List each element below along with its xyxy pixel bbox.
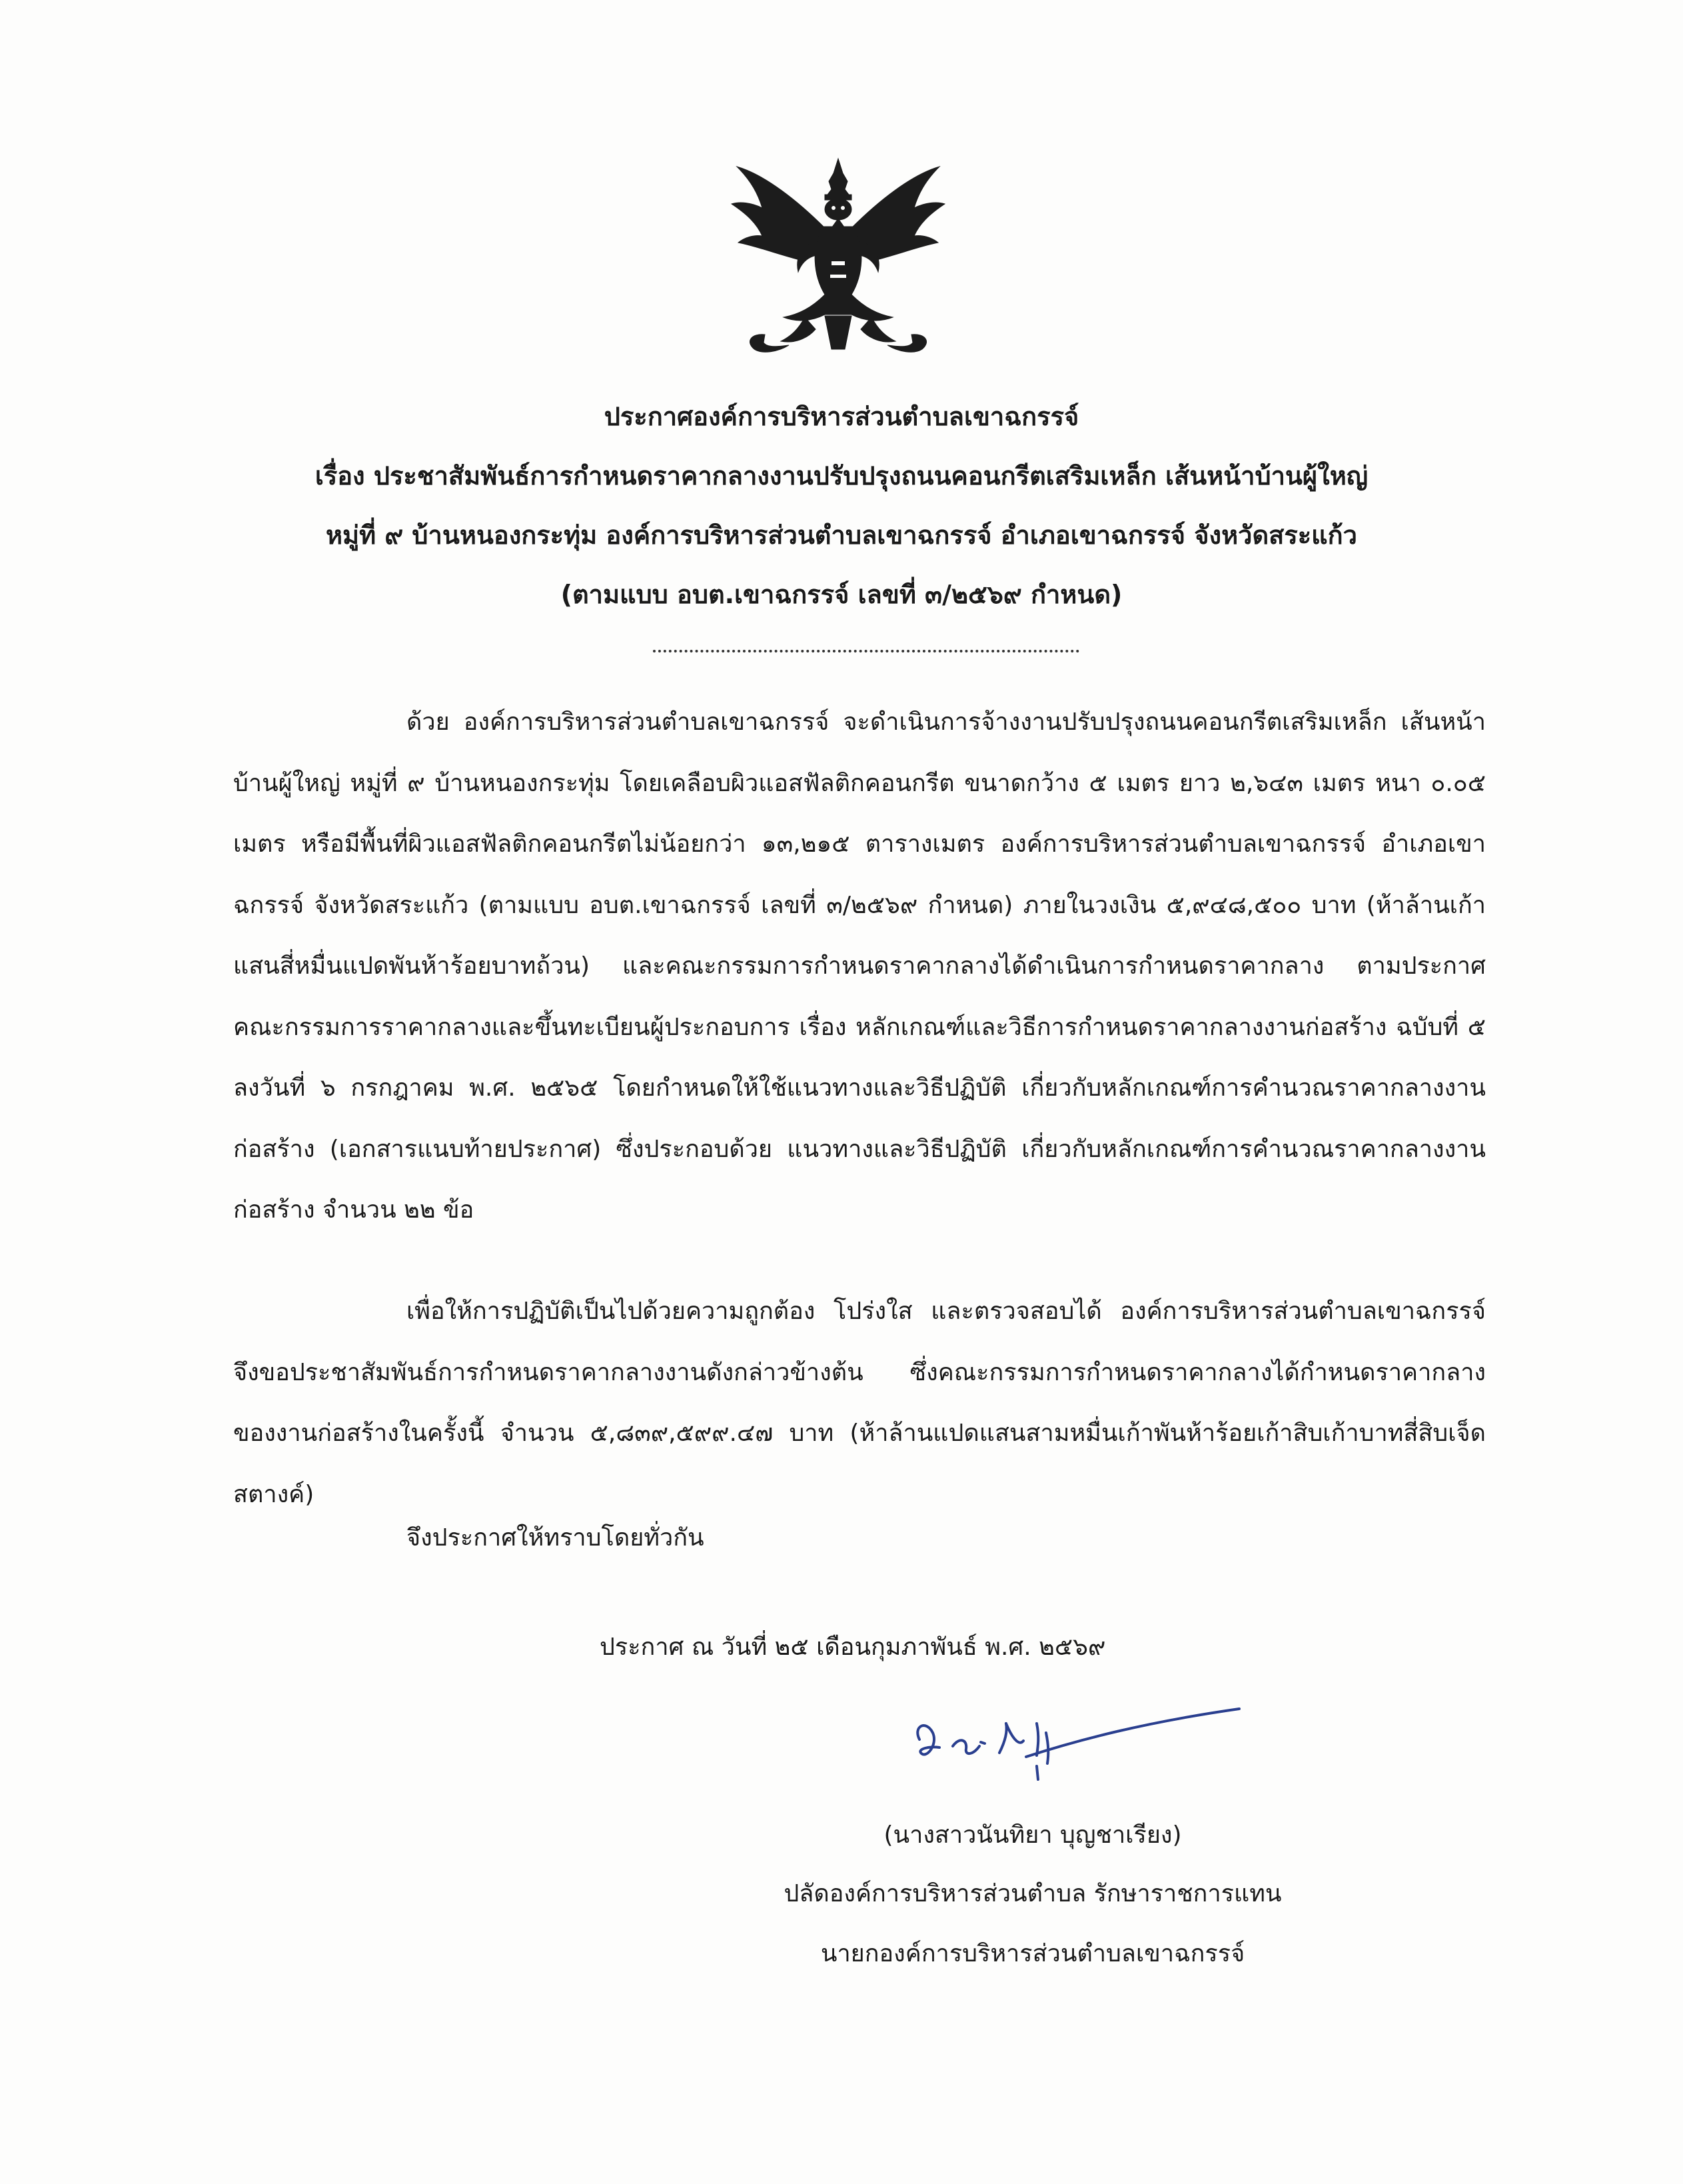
subject-line-1: เรื่อง ประชาสัมพันธ์การกำหนดราคากลางงานปรับปรุงถนนคอนกรีตเสริมเหล็ก เส้นหน้าบ้านผู้ใหญ่ (314, 461, 1369, 491)
dotted-divider (653, 650, 1079, 652)
body-paragraph-1: ด้วย องค์การบริหารส่วนตำบลเขาฉกรรจ์ จะดำเนินการจ้างงานปรับปรุงถนนคอนกรีตเสริมเหล็ก เส้นหน้าบ้านผู้ใหญ่ หมู่ที่ ๙ บ้านหนองกระทุ่ม โดยเคลือบผิวแอสฟัลติกคอนกรีต ขนาดกว้าง ๕ เมตร ยาว ๒,๖๔๓ เมตร หนา ๐.๐๕ เมตร หรือมีพื้นที่ผิวแอสฟัลติกคอนกรีตไม่น้อยกว่า ๑๓,๒๑๕ ตารางเมตร องค์การบริหารส่วนตำบลเขาฉกรรจ์ อำเภอเขาฉกรรจ์ จังหวัดสระแก้ว (ตามแบบ อบต.เขาฉกรรจ์ เลขที่ ๓/๒๕๖๙ กำหนด) ภายในวงเงิน ๕,๙๔๘,๕๐๐ บาท (ห้าล้านเก้าแสนสี่หมื่นแปดพันห้าร้อยบาทถ้วน) และคณะกรรมการกำหนดราคากลางได้ดำเนินการกำหนดราคากลาง ตามประกาศคณะกรรมการราคากลางและขึ้นทะเบียนผู้ประกอบการ เรื่อง หลักเกณฑ์และวิธีการกำหนดราคากลางงานก่อสร้าง ฉบับที่ ๕ ลงวันที่ ๖ กรกฎาคม พ.ศ. ๒๕๖๕ โดยกำหนดให้ใช้แนวทางและวิธีปฏิบัติ เกี่ยวกับหลักเกณฑ์การคำนวณราคากลางงานก่อสร้าง (เอกสารแนบท้ายประกาศ) ซึ่งประกอบด้วย แนวทางและวิธีปฏิบัติ เกี่ยวกับหลักเกณฑ์การคำนวณราคากลางงานก่อสร้าง จำนวน ๒๒ ข้อ (233, 708, 1486, 1224)
handwritten-signature-icon (906, 1699, 1253, 1793)
garuda-emblem-icon (725, 155, 951, 361)
signatory-name: (นางสาวนันทิยา บุญชาเรียง) (883, 1821, 1182, 1849)
body-paragraph-2: เพื่อให้การปฏิบัติเป็นไปด้วยความถูกต้อง โปร่งใส และตรวจสอบได้ องค์การบริหารส่วนตำบลเขาฉกรรจ์ จึงขอประชาสัมพันธ์การกำหนดราคากลางงานดังกล่าวข้างต้น ซึ่งคณะกรรมการกำหนดราคากลางได้กำหนดราคากลางของงานก่อสร้างในครั้งนี้ จำนวน ๕,๘๓๙,๕๙๙.๔๗ บาท (ห้าล้านแปดแสนสามหมื่นเก้าพันห้าร้อยเก้าสิบเก้าบาทสี่สิบเจ็ดสตางค์) (233, 1298, 1486, 1508)
subject-line-3: (ตามแบบ อบต.เขาฉกรรจ์ เลขที่ ๓/๒๕๖๙ กำหนด) (560, 580, 1123, 609)
signatory-position-2: นายกองค์การบริหารส่วนตำบลเขาฉกรรจ์ (820, 1940, 1245, 1967)
signatory-position-1: ปลัดองค์การบริหารส่วนตำบล รักษาราชการแทน (784, 1880, 1282, 1907)
subject-line-2: หมู่ที่ ๙ บ้านหนองกระทุ่ม องค์การบริหารส่วนตำบลเขาฉกรรจ์ อำเภอเขาฉกรรจ์ จังหวัดสระแก้ว (325, 521, 1358, 550)
announcement-date: ประกาศ ณ วันที่ ๒๕ เดือนกุมภาพันธ์ พ.ศ. ๒๕๖๙ (600, 1634, 1106, 1661)
closing-statement: จึงประกาศให้ทราบโดยทั่วกัน (406, 1524, 704, 1552)
announcement-title: ประกาศองค์การบริหารส่วนตำบลเขาฉกรรจ์ (604, 402, 1079, 431)
